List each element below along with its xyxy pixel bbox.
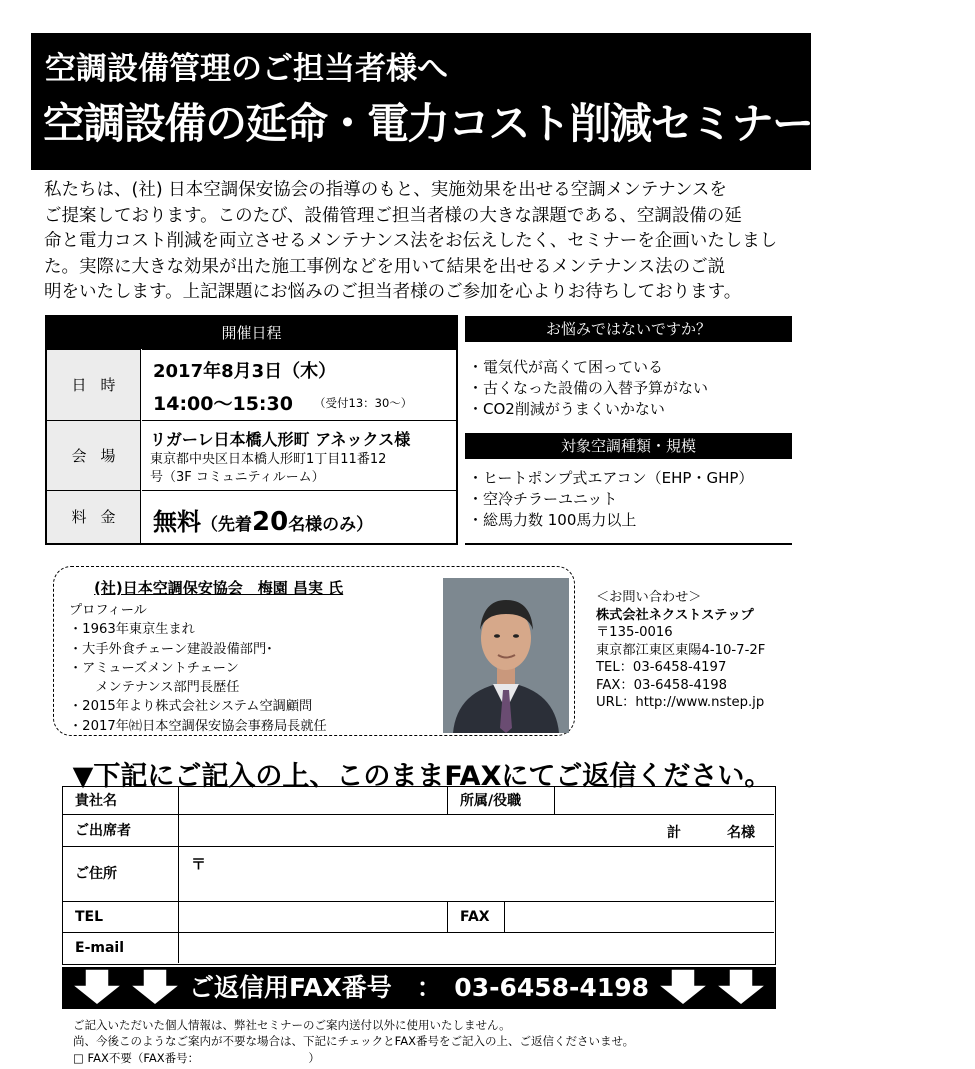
privacy-notes	[73, 1017, 634, 1049]
page-subtitle: 空調設備管理のご担当者様へ	[45, 51, 448, 87]
intro-line: 私たちは、(社) 日本空調保安協会の指導のもと、実施効果を出せる空調メンテナンスを	[44, 180, 727, 200]
attendees-label: ご出席者	[63, 815, 179, 847]
venue-label: 会場	[47, 420, 141, 490]
company-name: 株式会社ネクストステップ	[596, 607, 754, 623]
schedule-heading: 開催日程	[47, 317, 456, 349]
fee-number: 20	[252, 507, 289, 537]
title-banner	[31, 33, 975, 170]
company-field[interactable]	[179, 787, 448, 815]
bio-line: プロフィール	[69, 603, 147, 618]
venue-address	[150, 451, 386, 487]
tel-label: TEL	[63, 902, 179, 933]
contact-info	[596, 589, 765, 712]
speaker-bio	[69, 601, 327, 736]
bio-line: ・2015年より株式会社システム空調顧問	[69, 699, 313, 715]
fax-label: FAX	[448, 902, 505, 933]
fee-open: （先着	[201, 515, 252, 535]
portrait-icon	[443, 578, 569, 733]
event-date: 2017年8月3日（木）	[153, 361, 337, 382]
contact-fax: FAX：03-6458-4198	[596, 677, 728, 693]
divider	[465, 543, 792, 545]
intro-line: た。実際に大きな効果が出た施工事例などを用いて結果を出せるメンテナンス法のご説	[44, 256, 726, 277]
address-label: ご住所	[63, 847, 179, 902]
bio-line: ・2017年㈳日本空調保安協会事務局長就任	[69, 718, 327, 734]
venue-address-line: 東京都中央区日本橋人形町1丁目11番12	[150, 452, 387, 467]
concern-item: ・CO2削減がうまくいかない	[468, 400, 665, 418]
target-item: ・空冷チラーユニット	[468, 490, 618, 508]
arrow-down-icon	[712, 967, 770, 1007]
reception-time: （受付13：30～）	[314, 396, 413, 410]
targets-heading: 対象空調種類・規模	[465, 433, 792, 459]
email-label: E-mail	[63, 933, 179, 963]
bio-line: ・1963年東京生まれ	[69, 622, 195, 638]
speaker-name: (社)日本空調保安協会 梅園 昌実 氏	[94, 579, 344, 597]
bio-line: メンテナンス部門長歴任	[69, 680, 240, 696]
page-title: 空調設備の延命・電力コスト削減セミナーのご案内	[43, 99, 975, 148]
date-label: 日時	[47, 349, 141, 420]
reply-fax-bar	[62, 967, 776, 1009]
contact-url[interactable]: URL：http://www.nstep.jp	[596, 695, 765, 710]
speaker-photo	[443, 578, 569, 733]
fax-instruction: ▼下記にご記入の上、このままFAXにてご返信ください。	[72, 761, 772, 792]
reply-form	[62, 786, 776, 965]
fee-cell	[142, 490, 456, 543]
position-label: 所属/役職	[448, 787, 555, 815]
fee-label: 料金	[47, 490, 141, 543]
intro-paragraph	[44, 178, 804, 306]
postal-code: 〒135-0016	[596, 625, 673, 640]
venue-name: リガーレ日本橋人形町 アネックス様	[150, 430, 411, 449]
schedule-table	[45, 315, 458, 545]
company-address: 東京都江東区東陽4-10-7-2F	[596, 642, 766, 658]
bio-line: ・アミューズメントチェーン	[69, 660, 239, 676]
fee-close: 名様のみ）	[288, 515, 374, 535]
concerns-heading: お悩みではないですか？	[465, 316, 792, 342]
note-line: ご記入いただいた個人情報は、弊社セミナーのご案内送付以外に使用いたしません。	[73, 1018, 511, 1032]
contact-heading: ＜お問い合わせ＞	[596, 590, 702, 605]
total-label: 計	[667, 825, 681, 841]
intro-line: ご提案しております。このたび、設備管理ご担当者様の大きな課題である、空調設備の延	[44, 205, 742, 226]
fee-free: 無料	[153, 508, 201, 536]
intro-line: 明をいたします。上記課題にお悩みのご担当者様のご参加を心よりお待ちしております。	[44, 282, 742, 302]
venue-cell	[142, 420, 456, 490]
fee-value	[153, 502, 373, 537]
bio-line: ・大手外食チェーン建設設備部門･	[69, 641, 273, 657]
date-cell	[142, 349, 456, 420]
fax-optout-checkbox[interactable]: □ FAX不要（FAX番号： ）	[73, 1051, 320, 1065]
event-time: 14:00～15:30	[153, 393, 293, 415]
postal-mark: 〒	[191, 855, 207, 873]
concern-item: ・古くなった設備の入替予算がない	[468, 379, 709, 397]
target-item: ・総馬力数 100馬力以上	[468, 511, 637, 529]
intro-line: 命と電力コスト削減を両立させるメンテナンス法をお伝えしたく、セミナーを企画いたしまし	[44, 231, 778, 251]
note-line: 尚、今後このようなご案内が不要な場合は、下記にチェックとFAX番号をご記入の上、ご返信くださいませ。	[73, 1034, 635, 1048]
reply-fax-number: ご返信用FAX番号 ： 03-6458-4198	[188, 973, 650, 1002]
fax-field[interactable]	[505, 902, 774, 933]
concern-item: ・電気代が高くて困っている	[468, 358, 664, 376]
tel-field[interactable]	[179, 902, 448, 933]
attendees-field[interactable]	[179, 815, 774, 847]
address-field[interactable]	[179, 847, 774, 902]
position-field[interactable]	[555, 787, 774, 815]
target-item: ・ヒートポンプ式エアコン（EHP・GHP）	[468, 469, 754, 487]
venue-address-line: 号（3F コミュニティルーム）	[150, 470, 325, 485]
contact-tel: TEL：03-6458-4197	[596, 660, 727, 675]
persons-label: 名様	[727, 825, 755, 841]
email-field[interactable]	[179, 933, 774, 963]
arrow-down-icon	[654, 967, 712, 1007]
company-label: 貴社名	[63, 787, 179, 815]
